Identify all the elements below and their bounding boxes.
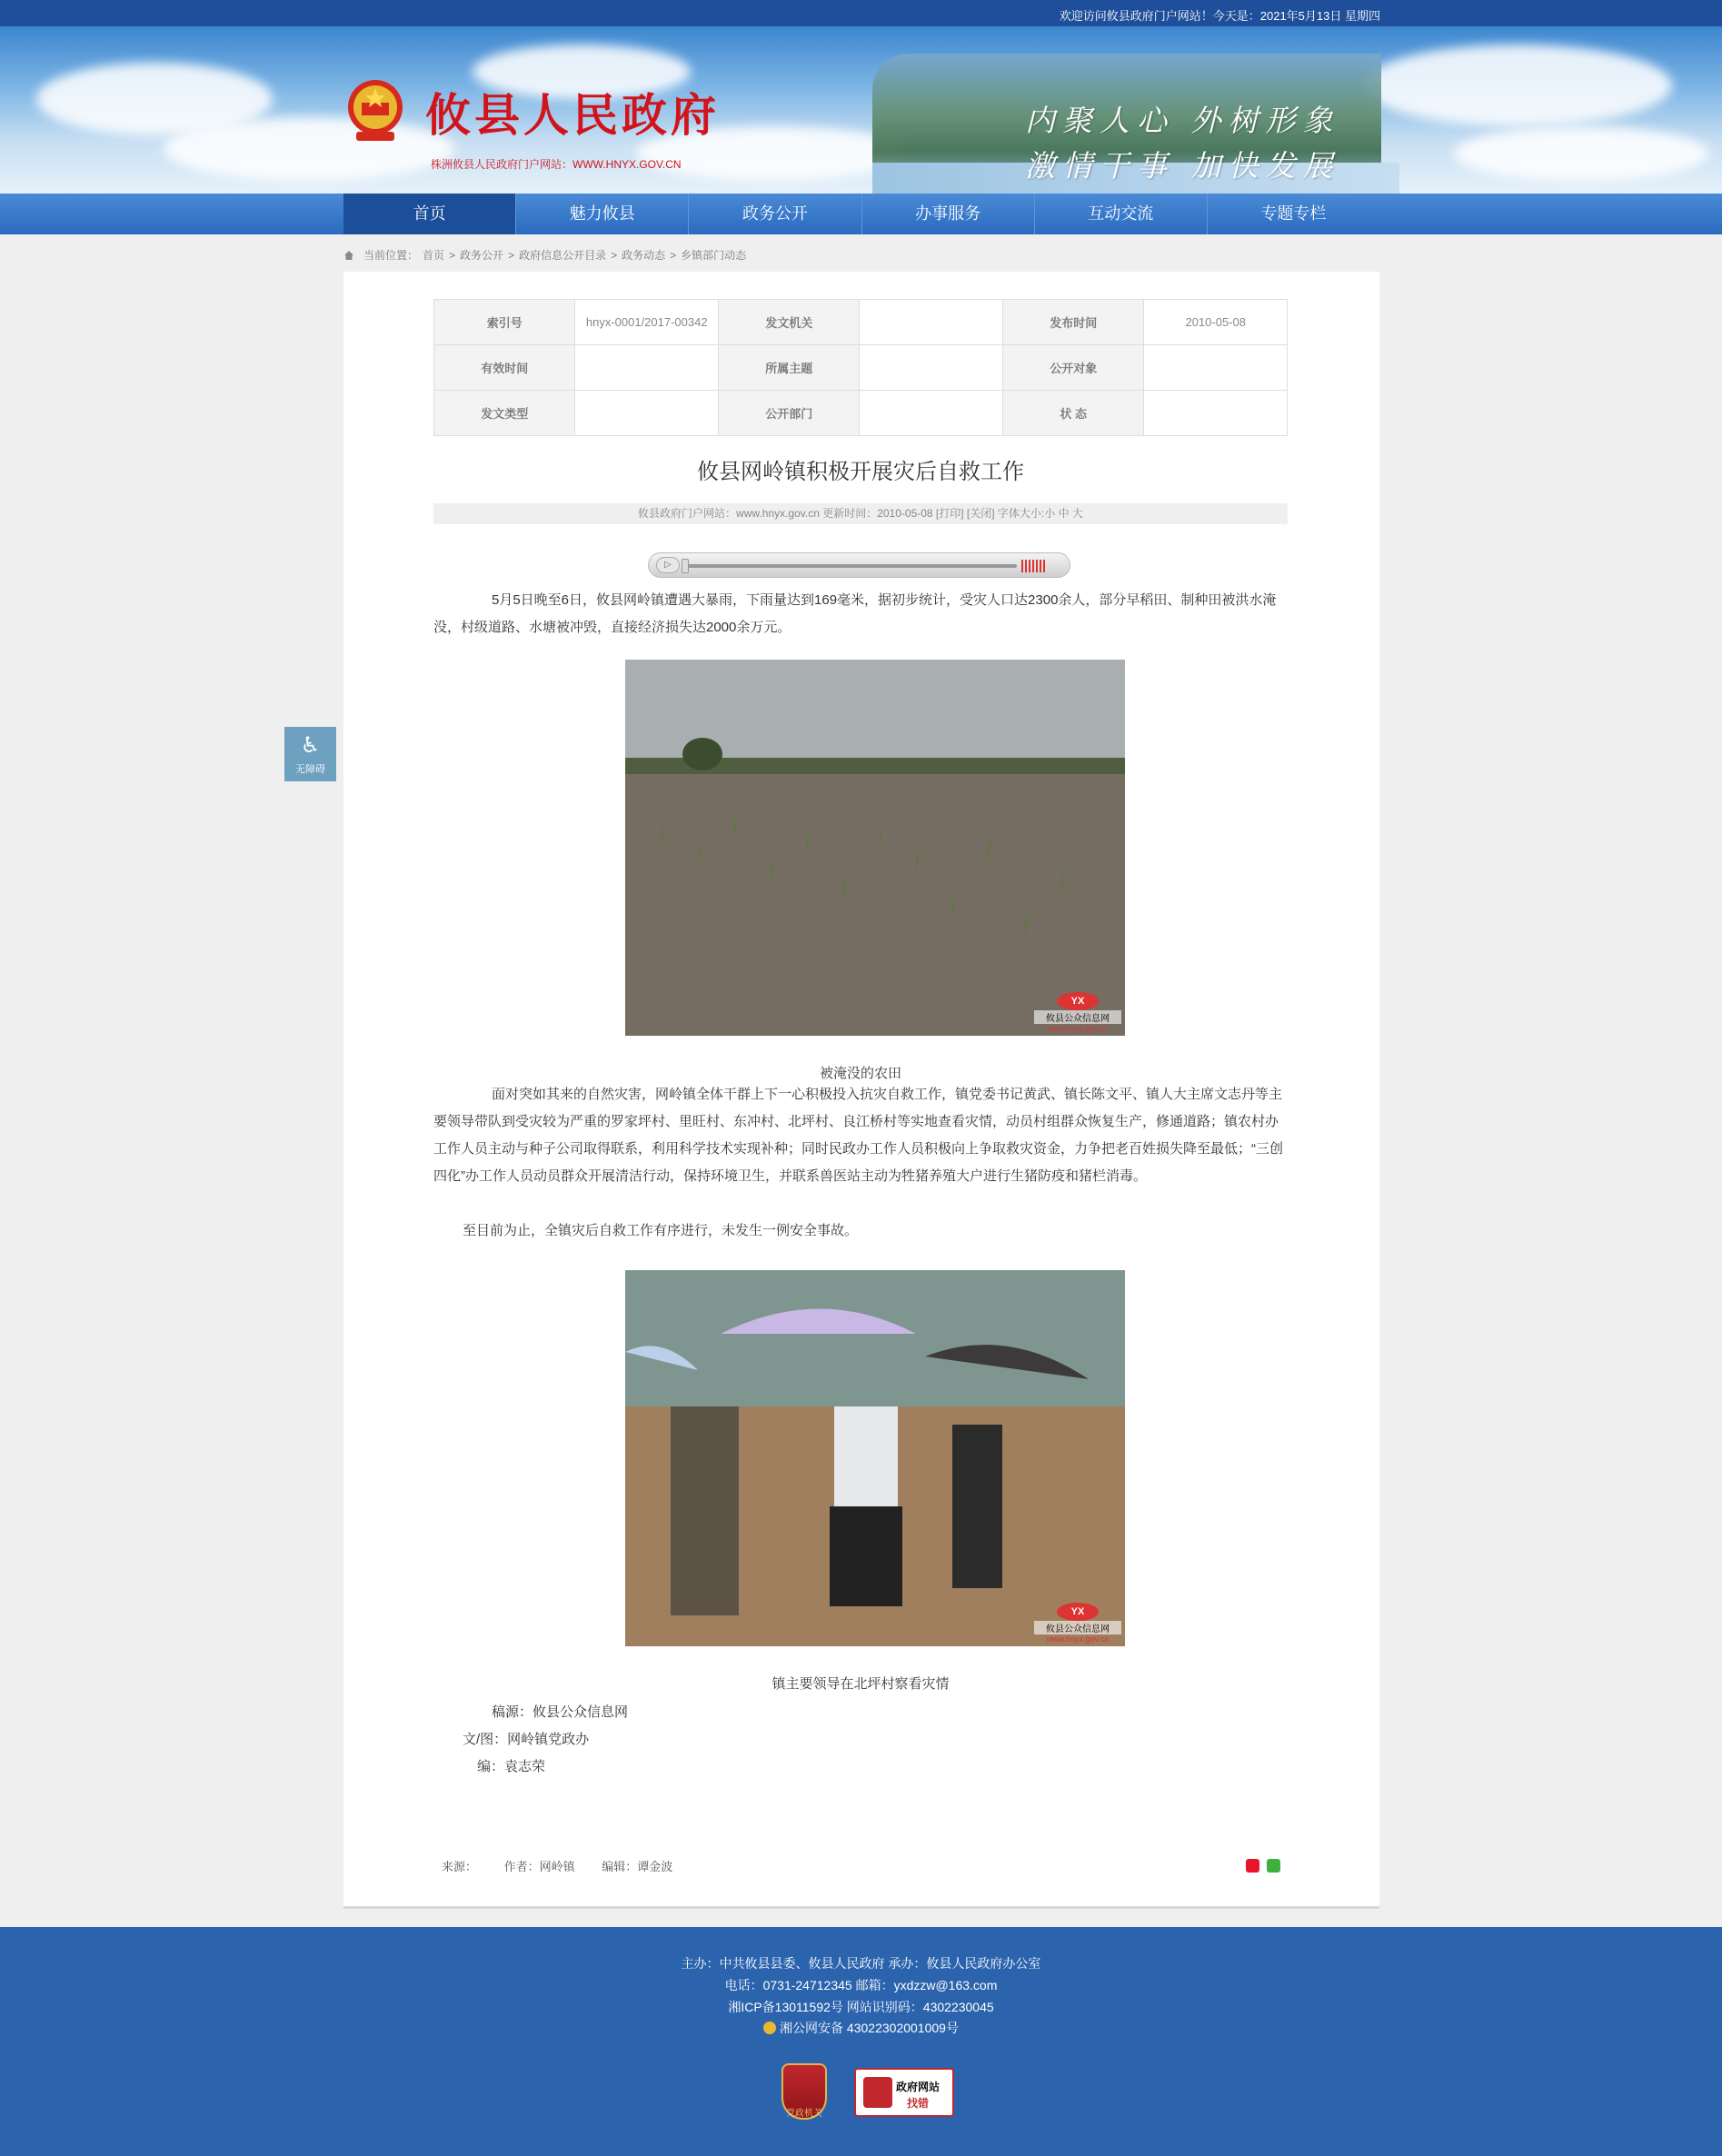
watermark: YX 攸县公众信息网 www.hnyx.gov.cn (1034, 992, 1121, 1032)
welcome-text: 欢迎访问攸县政府门户网站！今天是：2021年5月13日 星期四 (1059, 9, 1380, 23)
meta-label: 发文类型 (434, 391, 575, 436)
photo-credit-line: 文/图：网岭镇党政办 (463, 1732, 590, 1747)
wechat-share-icon[interactable] (1267, 1859, 1280, 1873)
footer-contact: 电话：0731-24712345 邮箱：yxdzzw@163.com (724, 1978, 998, 1992)
slogan-line-1: 内聚人心 外树形象 (1025, 103, 1340, 138)
meta-value-status (1144, 391, 1288, 436)
breadcrumb-gov-affairs[interactable]: 政务公开 (460, 249, 504, 262)
meta-value-doctype (575, 391, 719, 436)
meta-label: 公开部门 (718, 391, 859, 436)
meta-label: 发布时间 (1002, 300, 1143, 345)
breadcrumb-prefix: 当前位置： (363, 249, 419, 262)
article-info-bar: 攸县政府门户网站：www.hnyx.gov.cn 更新时间：2010-05-08 [打印] [关闭] 字体大小:小 中 大 (433, 503, 1288, 524)
national-emblem-icon (343, 77, 407, 146)
article-paragraph-3: 至目前为止，全镇灾后自救工作有序进行，未发生一例安全事故。 (463, 1223, 859, 1238)
accessibility-label: 无障碍 (295, 764, 325, 775)
breadcrumb-catalog[interactable]: 政府信息公开目录 (519, 249, 607, 262)
breadcrumb-town-news[interactable]: 乡镇部门动态 (681, 249, 747, 262)
flooded-field-image (625, 660, 1125, 1036)
accessibility-button[interactable] (284, 727, 336, 781)
nav-gov-affairs[interactable]: 政务公开 (689, 194, 861, 234)
inspection-photo (625, 1270, 1125, 1646)
article-paragraph-1: 5月5日晚至6日，攸县网岭镇遭遇大暴雨，下雨量达到169毫米，据初步统计，受灾人口达2300余人，部分早稻田、制种田被洪水淹没，村级道路、水塘被冲毁，直接经济损失达2000余万元。 (433, 592, 1277, 635)
site-subtitle: 株洲攸县人民政府门户网站：WWW.HNYX.GOV.CN (431, 158, 682, 171)
nav-charm-youxian[interactable]: 魅力攸县 (516, 194, 689, 234)
meta-label: 有效时间 (434, 345, 575, 391)
home-icon (343, 250, 354, 261)
main-nav (0, 194, 1722, 234)
document-meta-table (433, 299, 1288, 436)
breadcrumb-news[interactable]: 政务动态 (622, 249, 666, 262)
footer-police-record[interactable]: 湘公网安备 43022302001009号 (0, 2019, 1722, 2037)
article-title: 攸县网岭镇积极开展灾后自救工作 (697, 460, 1024, 484)
article-source: 来源： (442, 1860, 478, 1873)
article-paragraph-2: 面对突如其来的自然灾害，网岭镇全体干群上下一心积极投入抗灾自救工作，镇党委书记黄武、镇长陈文平、镇人大主席文志丹等主要领导带队到受灾较为严重的罗家坪村、里旺村、东冲村、北坪村、良江桥村等实地查看灾情，动员村组群众恢复生产，修通道路；镇农村办工作人员主动与种子公司取得联系，利用科学技术实现补种；同时民政办工作人员积极向上争取救灾资金，力争把老百姓损失降至最低；“三创四化”办工作人员动员群众开展清洁行动，保持环境卫生，并联系兽医站主动为牲猪养殖大户进行生猪防疫和猪栏消毒。 (433, 1087, 1284, 1184)
nav-interaction[interactable]: 互动交流 (1035, 194, 1208, 234)
meta-label: 公开对象 (1002, 345, 1143, 391)
party-gov-badge[interactable]: 党政机关 (781, 2063, 827, 2120)
flooded-field-photo (625, 660, 1125, 1036)
audio-progress-handle[interactable] (682, 559, 689, 573)
officials-inspecting-image (625, 1270, 1125, 1646)
nav-topics[interactable]: 专题专栏 (1260, 204, 1327, 223)
wheelchair-icon: ♿ (300, 733, 321, 758)
meta-value-audience (1144, 345, 1288, 391)
breadcrumb-home[interactable]: 首页 (423, 249, 445, 262)
article-footer (442, 1857, 696, 1874)
article-editor: 编辑：谭金波 (602, 1860, 673, 1873)
nav-home[interactable]: 首页 (343, 194, 516, 234)
meta-label: 索引号 (434, 300, 575, 345)
audio-player (648, 552, 1070, 578)
meta-value-valid (575, 345, 719, 391)
meta-label: 状 态 (1002, 391, 1143, 436)
volume-icon[interactable] (1021, 560, 1047, 572)
photo-caption-1: 被淹没的农田 (819, 1066, 901, 1081)
breadcrumb: 当前位置： 首页 > 政务公开 > 政府信息公开目录 > 政务动态 > 乡镇部门动态 (343, 247, 751, 263)
header-banner (0, 26, 1722, 194)
weibo-share-icon[interactable] (1246, 1859, 1259, 1873)
audio-progress-track[interactable] (685, 564, 1017, 568)
watermark: YX 攸县公众信息网 www.hnyx.gov.cn (1034, 1603, 1121, 1643)
meta-value-pubdate: 2010-05-08 (1144, 300, 1288, 345)
meta-value-dept (860, 391, 1003, 436)
play-button[interactable]: ▷ (656, 557, 680, 573)
report-error-badge[interactable]: 政府网站 找错 (854, 2068, 954, 2117)
site-footer (0, 1927, 1722, 2156)
top-bar (0, 0, 1722, 26)
slogan-line-2: 激情干事 加快发展 (1025, 148, 1340, 184)
meta-value-index: hnyx-0001/2017-00342 (575, 300, 719, 345)
source-line: 稿源：攸县公众信息网 (492, 1704, 629, 1720)
meta-value-issuer (860, 300, 1003, 345)
meta-label: 发文机关 (718, 300, 859, 345)
nav-services[interactable]: 办事服务 (862, 194, 1035, 234)
meta-value-topic (860, 345, 1003, 391)
article-author: 作者：网岭镇 (503, 1860, 575, 1873)
editor-line: 编：袁志荣 (477, 1759, 546, 1774)
footer-sponsor: 主办：中共攸县县委、攸县人民政府 承办：攸县人民政府办公室 (681, 1956, 1041, 1971)
article-panel (343, 272, 1379, 1909)
search-icon (863, 2077, 892, 2108)
footer-icp[interactable]: 湘ICP备13011592号 网站识别码：4302230045 (728, 2000, 994, 2014)
meta-label: 所属主题 (718, 345, 859, 391)
police-badge-icon (763, 2022, 776, 2034)
photo-caption-2: 镇主要领导在北坪村察看灾情 (771, 1676, 950, 1692)
site-title[interactable]: 攸县人民政府 (425, 88, 720, 142)
